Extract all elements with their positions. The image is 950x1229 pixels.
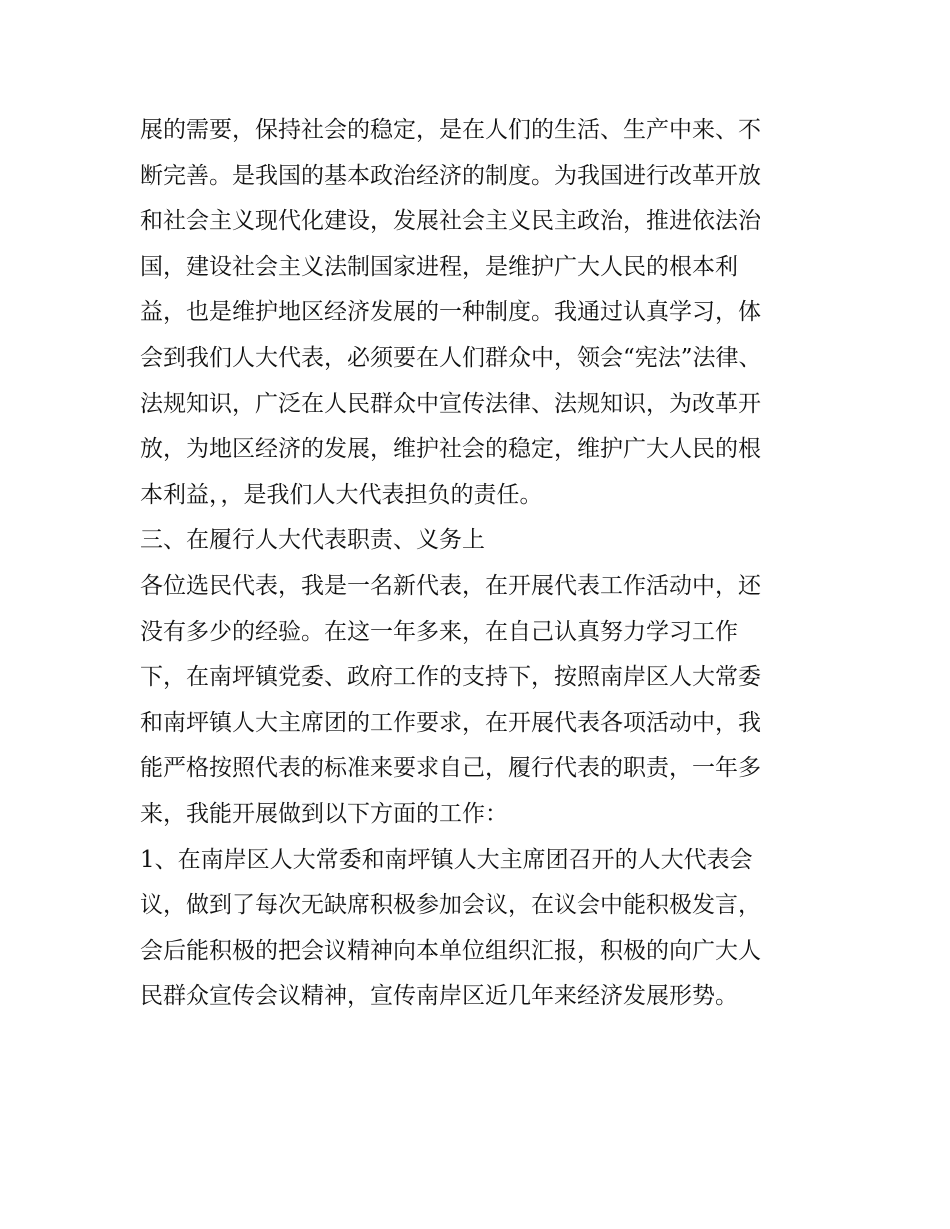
text-line: 法规知识，广泛在人民群众中宣传法律、法规知识，为改革开	[140, 390, 761, 417]
text-line: 能严格按照代表的标准来要求自己，履行代表的职责，一年多	[140, 755, 761, 782]
text-line: 会后能积极的把会议精神向本单位组织汇报，积极的向广大人	[140, 937, 761, 964]
text-line: 益，也是维护地区经济发展的一种制度。我通过认真学习，体	[140, 299, 761, 326]
text-line: 和社会主义现代化建设，发展社会主义民主政治，推进依法治	[140, 208, 761, 235]
text-line: 没有多少的经验。在这一年多来，在自己认真努力学习工作	[140, 618, 738, 645]
text-line: 各位选民代表，我是一名新代表，在开展代表工作活动中，还	[140, 572, 761, 599]
text-line: 放，为地区经济的发展，维护社会的稳定，维护广大人民的根	[140, 436, 761, 463]
body-text	[140, 108, 820, 1020]
section-heading: 三、在履行人大代表职责、义务上	[140, 527, 485, 554]
text-line: 国，建设社会主义法制国家进程，是维护广大人民的根本利	[140, 253, 738, 280]
text-line: 会到我们人大代表，必须要在人们群众中，领会“宪法”法律、	[140, 344, 762, 371]
text-line: 和南坪镇人大主席团的工作要求，在开展代表各项活动中，我	[140, 709, 761, 736]
list-item-line: 1、在南岸区人大常委和南坪镇人大主席团召开的人大代表会	[140, 846, 753, 873]
text-line: 来，我能开展做到以下方面的工作：	[140, 800, 508, 827]
text-line: 断完善。是我国的基本政治经济的制度。为我国进行改革开放	[140, 162, 761, 189]
text-line: 本利益，，是我们人大代表担负的责任。	[140, 481, 543, 508]
text-line: 议，做到了每次无缺席积极参加会议，在议会中能积极发言，	[140, 892, 761, 919]
text-line: 下，在南坪镇党委、政府工作的支持下，按照南岸区人大常委	[140, 664, 761, 691]
text-line: 民群众宣传会议精神，宣传南岸区近几年来经济发展形势。	[140, 983, 738, 1010]
text-line: 展的需要，保持社会的稳定，是在人们的生活、生产中来、不	[140, 117, 761, 143]
